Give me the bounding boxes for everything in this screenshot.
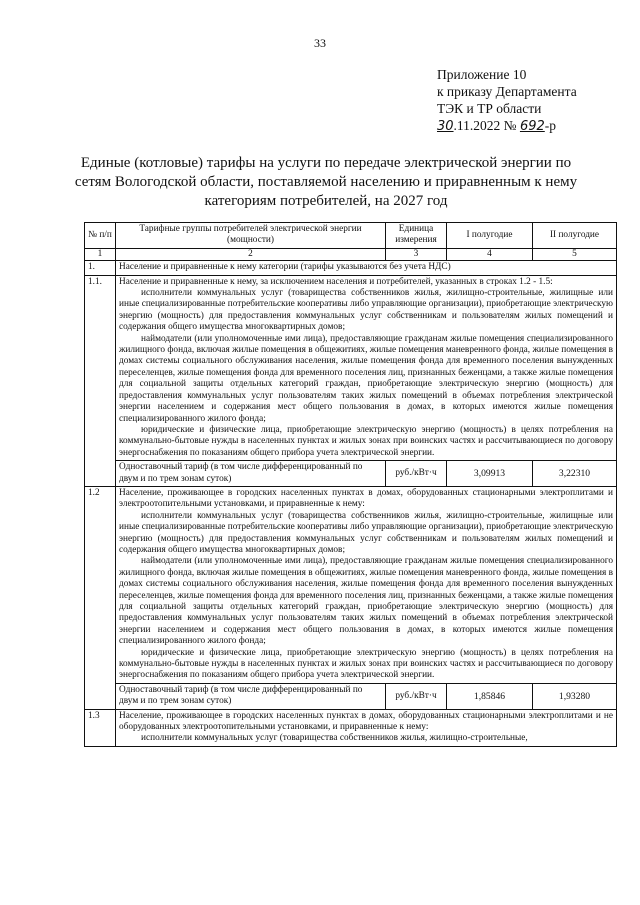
tariff-label: Одноставочный тариф (в том числе дифференцированный по двум и по трем зонам суток)	[116, 461, 386, 487]
tariff-h2: 3,22310	[533, 461, 617, 487]
header-unit: Единица измерения	[386, 223, 447, 249]
row-description	[116, 709, 617, 746]
table-header-row	[85, 223, 617, 249]
table-row	[85, 709, 617, 746]
handwritten-doc-number: 692	[519, 119, 545, 134]
appendix-line-3: ТЭК и ТР области	[437, 101, 542, 116]
tariff-h1: 3,09913	[447, 461, 533, 487]
tariff-unit: руб./кВт·ч	[386, 683, 447, 709]
col-number: 2	[116, 248, 386, 260]
header-num: № п/п	[85, 223, 116, 249]
table-row	[85, 486, 617, 683]
header-half2: II полугодие	[533, 223, 617, 249]
appendix-date-line	[437, 117, 637, 135]
col-number: 5	[533, 248, 617, 260]
row-text: Население и приравненные к нему категории (тарифы указываются без учета НДС)	[116, 261, 617, 275]
appendix-doc-suffix: -р	[544, 118, 557, 133]
col-number: 4	[447, 248, 533, 260]
row-paragraph: наймодатели (или уполномоченные ими лица), предоставляющие гражданам жилые помещения специализированного жилищного фонда, включая жилые помещения в общежитиях, жилые помещения маневренного фонда, жилые помещения в домах системы социального обслуживания населения, жилые помещения фонда для временного поселения вынужденных переселенцев, жилые помещения фонда для временного поселения лиц, признанных беженцами, а также жилые помещения для социальной защиты отдельных категорий граждан, приобретающие электрическую энергию (мощность) для предоставления коммунальных услуг пользователям таких жилых помещений в объемах потребления электрической энергии населением и содержания мест общего пользования в домах, в которых имеются жилые помещения специализированного жилого фонда;	[119, 333, 613, 424]
tariff-h2: 1,93280	[533, 683, 617, 709]
row-intro: Население, проживающее в городских населенных пунктах в домах, оборудованных стационарными электроплитами и не оборудованных электроотопительными установками, и приравненные к нему:	[119, 710, 613, 733]
tariff-row	[85, 683, 617, 709]
col-number: 3	[386, 248, 447, 260]
table-row	[85, 275, 617, 461]
col-number: 1	[85, 248, 116, 260]
row-description	[116, 486, 617, 683]
row-intro: Население, проживающее в городских населенных пунктах в домах, оборудованных стационарными электроплитами и электроотопительными установками, и приравненные к нему:	[119, 487, 613, 510]
page-number: 33	[314, 36, 326, 50]
document-title: Единые (котловые) тарифы на услуги по передаче электрической энергии по сетям Вологодской области, поставляемой населению и приравненным к нему категориям потребителей, на 2027 год	[74, 155, 578, 209]
tariff-label: Одноставочный тариф (в том числе дифференцированный по двум и по трем зонам суток)	[116, 683, 386, 709]
appendix-date-rest: .11.2022 №	[453, 118, 517, 133]
row-paragraph: юридические и физические лица, приобретающие электрическую энергию (мощность) в целях потребления на коммунально-бытовые нужды в населенных пунктах и жилых зонах при воинских частях и рассчитывающиеся по договору энергоснабжения по показаниям общего прибора учета электрической энергии.	[119, 647, 613, 681]
appendix-block	[437, 66, 637, 135]
tariff-unit: руб./кВт·ч	[386, 461, 447, 487]
handwritten-date-day: 30	[437, 119, 454, 134]
column-number-row	[85, 248, 617, 260]
row-paragraph: юридические и физические лица, приобретающие электрическую энергию (мощность) в целях потребления на коммунально-бытовые нужды в населенных пунктах и жилых зонах при воинских частях и рассчитывающиеся по договору энергоснабжения по показаниям общего прибора учета электрической энергии.	[119, 424, 613, 458]
row-paragraph: исполнители коммунальных услуг (товарищества собственников жилья, жилищно-строительные, жилищные или иные специализированные потребительские кооперативы либо управляющие организации), приобретающие электрическую энергию (мощность) для предоставления коммунальных услуг собственникам и пользователям жилых помещений и содержания общего имущества многоквартирных домов;	[119, 510, 613, 555]
tariff-table	[84, 222, 617, 747]
row-paragraph: исполнители коммунальных услуг (товарищества собственников жилья, жилищно-строительные, жилищные или иные специализированные потребительские кооперативы либо управляющие организации), приобретающие электрическую энергию (мощность) для предоставления коммунальных услуг собственникам и пользователям жилых помещений и содержания общего имущества многоквартирных домов;	[119, 288, 613, 333]
header-group: Тарифные группы потребителей электрической энергии (мощности)	[116, 223, 386, 249]
appendix-line-1: Приложение 10	[437, 67, 527, 82]
row-paragraph: исполнители коммунальных услуг (товарищества собственников жилья, жилищно-строительные,	[141, 733, 528, 744]
table-row	[85, 261, 617, 275]
row-num: 1.3	[85, 709, 116, 746]
row-num: 1.1.	[85, 275, 116, 486]
row-description	[116, 275, 617, 461]
row-num: 1.	[85, 261, 116, 275]
row-intro: Население и приравненные к нему, за исключением населения и потребителей, указанных в строках 1.2 - 1.5:	[119, 276, 553, 287]
header-half1: I полугодие	[447, 223, 533, 249]
row-num: 1.2	[85, 486, 116, 709]
tariff-h1: 1,85846	[447, 683, 533, 709]
tariff-row	[85, 461, 617, 487]
row-paragraph: наймодатели (или уполномоченные ими лица), предоставляющие гражданам жилые помещения специализированного жилищного фонда, включая жилые помещения в общежитиях, жилые помещения маневренного фонда, жилые помещения в домах системы социального обслуживания населения, жилые помещения фонда для временного поселения вынужденных переселенцев, жилые помещения фонда для временного поселения лиц, признанных беженцами, а также жилые помещения для социальной защиты отдельных категорий граждан, приобретающие электрическую энергию (мощность) для предоставления коммунальных услуг пользователям таких жилых помещений в объемах потребления электрической энергии населением и содержания мест общего пользования в домах, в которых имеются жилые помещения специализированного жилого фонда;	[119, 556, 613, 647]
appendix-line-2: к приказу Департамента	[437, 84, 577, 99]
